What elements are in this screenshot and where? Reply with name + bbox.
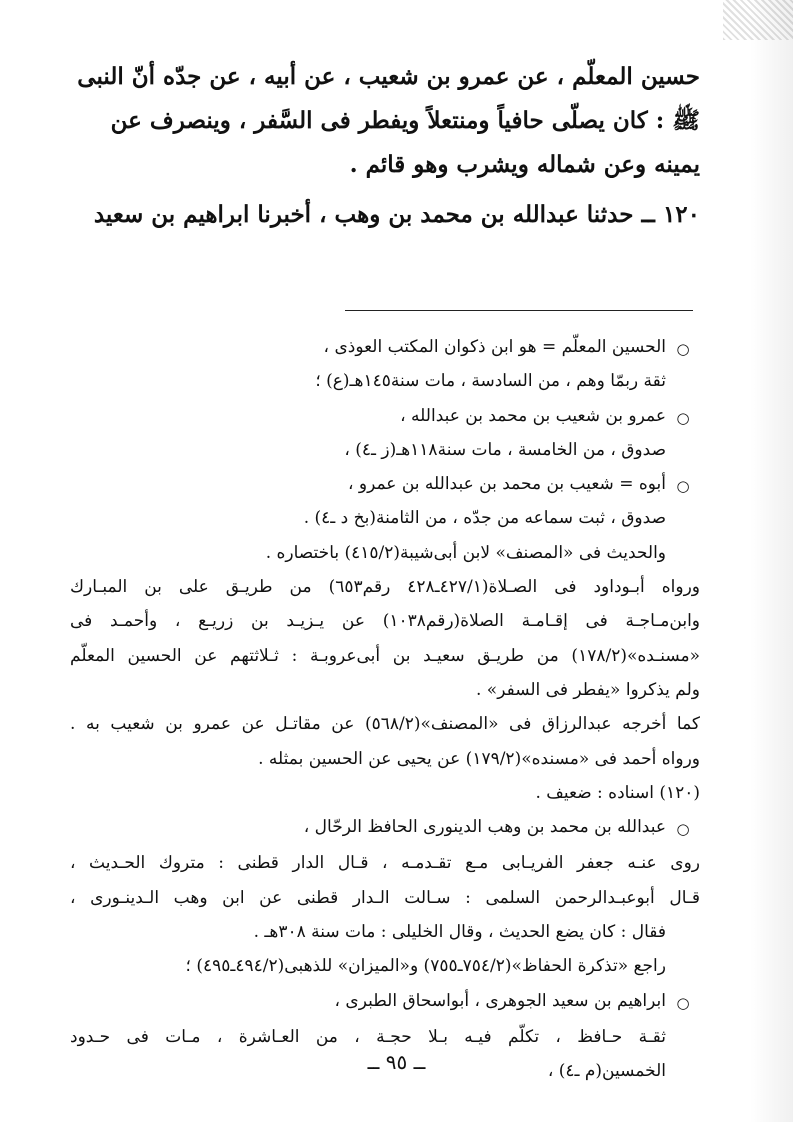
note-line: ثقة ربمّا وهم ، من السادسة ، مات سنة١٤٥هـ(ع) ؛: [315, 371, 666, 392]
circle-bullet-icon: ○: [676, 408, 690, 427]
note-line: ورواه أحمد فى «مسنده»(١٧٩/٢) عن يحيى عن الحسين بمثله .: [258, 748, 700, 769]
note-line: فقال : كان يضع الحديث ، وقال الخليلى : مات سنة ٣٠٨هـ .: [253, 922, 666, 943]
narrator-note: [70, 399, 700, 468]
note-line: والحديث فى «المصنف» لابن أبى‌شيبة(٤١٥/٢) باختصاره .: [265, 542, 666, 563]
note-line: أبوه = شعيب بن محمد بن عبدالله بن عمرو ،: [347, 474, 666, 495]
circle-bullet-icon: ○: [676, 477, 690, 496]
note-line: ثقـة حـافظ ، تكلّم فيـه بـلا حجـة ، من العـاشرة ، مـات فى حـدود: [70, 1026, 666, 1047]
isnad-grade: (١٢٠) اسناده : ضعيف .: [535, 782, 700, 803]
circle-bullet-icon: ○: [676, 993, 690, 1012]
note-line: وابن‌مـاجـة فى إقـامـة الصلاة(رقم١٠٣٨) عن يـزيـد بن زريـع ، وأحمـد فى: [70, 611, 700, 632]
hadith-line-3: يمينه وعن شماله ويشرب وهو قائم .: [349, 151, 700, 178]
note-line: الخمسين(م ـ٤) ،: [547, 1061, 666, 1082]
note-line: عبدالله بن محمد بن وهب الدينورى الحافظ الرحّال ،: [303, 817, 666, 838]
narrator-note: [70, 330, 700, 399]
note-line: كما أخرجه عبدالرزاق فى «المصنف»(٥٦٨/٢) عن مقاتـل عن عمرو بن شعيب به .: [70, 714, 700, 735]
hadith-line-1: حسين المعلّم ، عن عمرو بن شعيب ، عن أبيه ، عن جدّه أنّ النبى: [77, 63, 700, 90]
narrator-note: [70, 984, 700, 1020]
hadith-main-text: [60, 55, 700, 237]
circle-bullet-icon: ○: [676, 340, 690, 358]
note-line: ولم يذكروا «يفطر فى السفر» .: [476, 679, 700, 700]
scan-corner-noise: [723, 0, 793, 40]
page-number: ــ ٩٥ ــ: [367, 1050, 426, 1074]
note-line: صدوق ، من الخامسة ، مات سنة١١٨هـ(ز ـ٤) ،: [344, 439, 666, 460]
next-hadith-line: ١٢٠ ــ حدثنا عبدالله بن محمد بن وهب ، أخبرنا ابراهيم بن سعيد: [93, 201, 700, 228]
note-line: الحسين المعلّم = هو ابن ذكوان المكتب العوذى ،: [323, 337, 666, 357]
note-line: ابراهيم بن سعيد الجوهرى ، أبواسحاق الطبرى ،: [334, 990, 666, 1011]
footnote-divider: [345, 310, 693, 311]
narrator-note: [70, 467, 700, 570]
scan-edge-shadow: [731, 0, 793, 1122]
hadith-text: [60, 55, 700, 187]
narrator-note: [70, 810, 700, 846]
note-line: ورواه أبـوداود فى الصـلاة(٤٢٧/١ـ٤٢٨ رقم٦٥٣) من طريـق على بن المبـارك: [70, 577, 700, 598]
hadith-line-2: ﷺ : كان يصلّى حافياً ومنتعلاً ويفطر فى السَّفر ، وينصرف عن: [110, 107, 700, 134]
note-line: قـال أبوعبـدالرحمن السلمى : سـالت الـدار قطنى عن ابن وهب الـدينـورى ،: [70, 887, 700, 908]
next-hadith-opening: [60, 193, 700, 237]
note-line: «مسنـده»(١٧٨/٢) من طريـق سعيـد بن أبى‌عروبـة : ثـلاثتهم عن الحسين المعلّم: [70, 645, 700, 666]
note-line: صدوق ، ثبت سماعه من جدّه ، من الثامنة(بخ د ـ٤) .: [303, 508, 666, 529]
note-line: راجع «تذكرة الحفاظ»(٧٥٤/٢ـ٧٥٥) و«الميزان» للذهبى(٤٩٤/٢ـ٤٩٥) ؛: [185, 956, 666, 977]
note-line: عمرو بن شعيب بن محمد بن عبدالله ،: [400, 405, 666, 426]
circle-bullet-icon: ○: [676, 820, 690, 839]
note-line: روى عنـه جعفر الفريـابى مـع تقـدمـه ، قـال الدار قطنى : متروك الحـديث ،: [70, 853, 700, 874]
footnotes: [70, 330, 700, 1089]
